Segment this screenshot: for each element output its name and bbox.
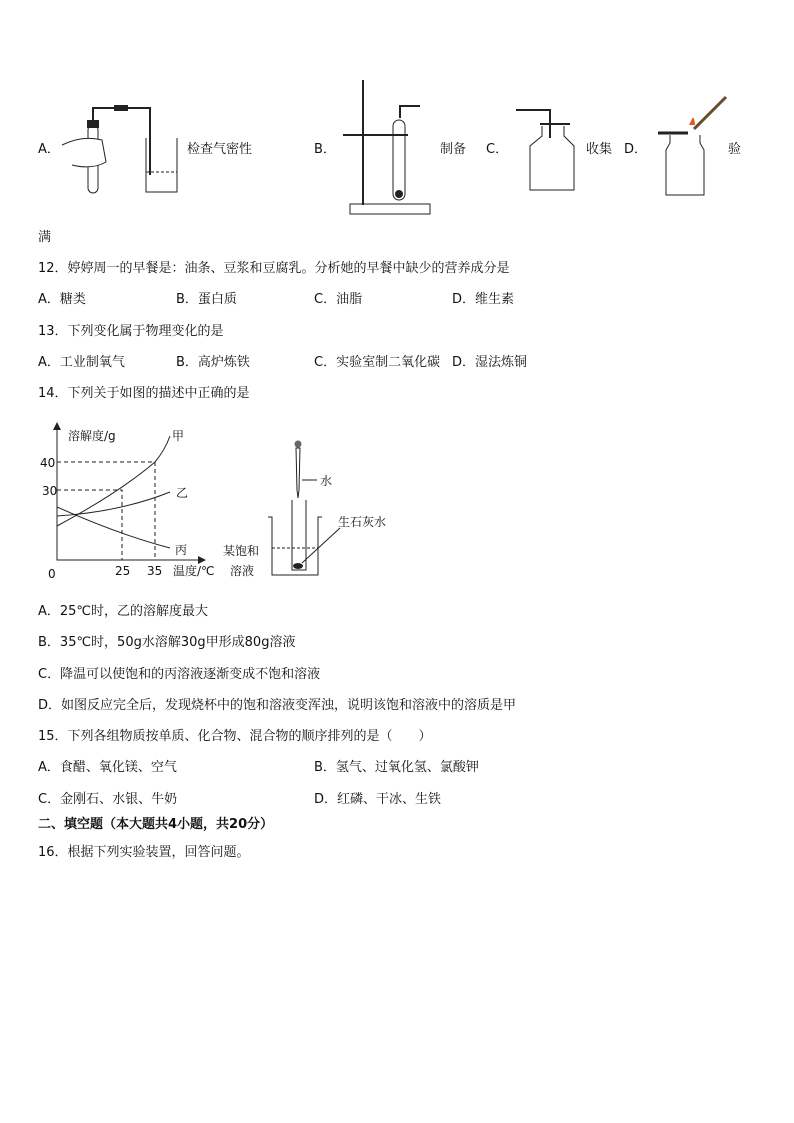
q13-stem: 13．下列变化属于物理变化的是 [38,324,224,339]
lime-water-label: 生石灰水 [338,515,387,529]
y-axis-label: 溶解度/g [68,429,116,443]
x-axis-label: 温度/℃ [173,564,215,578]
q14-option-a: A．25℃时，乙的溶解度最大 [38,604,209,619]
q11-option-c-text: 收集 [586,142,613,157]
q14-stem: 14．下列关于如图的描述中正确的是 [38,386,250,401]
q15-option-d: D．红磷、干冰、生铁 [314,792,442,807]
gas-fullness-test-figure [656,95,731,200]
q11-option-a-label: A． [38,142,60,157]
y-tick-30: 30 [42,484,58,498]
x-tick-25: 25 [115,564,131,578]
q15-stem: 15．下列各组物质按单质、化合物、混合物的顺序排列的是（ ） [38,729,432,744]
q11-option-d-label: D． [624,142,648,157]
q11-option-d-text: 验 [728,142,742,157]
q13-option-b: B．高炉炼铁 [176,355,250,370]
q13-option-a: A．工业制氧气 [38,355,125,370]
gas-collection-bottle-figure [512,108,574,193]
origin-label: 0 [48,567,56,581]
q12-option-b: B．蛋白质 [176,292,237,307]
section-heading: 二、填空题（本大题共4小题，共20分） [38,817,274,832]
solution-label-line2: 溶液 [230,564,255,578]
q13-option-c: C．实验室制二氧化碳 [314,355,441,370]
q11-option-c-label: C． [486,142,509,157]
curve-label-bing: 丙 [175,543,188,557]
airtightness-apparatus-figure [62,100,192,200]
q11-option-b-label: B． [314,142,336,157]
q14-option-c: C．降温可以使饱和的丙溶液逐渐变成不饱和溶液 [38,667,321,682]
solution-label-line1: 某饱和 [223,544,260,558]
q15-option-c: C．金刚石、水银、牛奶 [38,792,178,807]
q15-option-b: B．氢气、过氧化氢、氯酸钾 [314,760,479,775]
q12-option-a: A．糖类 [38,292,86,307]
q12-option-c: C．油脂 [314,292,363,307]
curve-label-yi: 乙 [176,486,189,500]
curve-bing [57,507,170,548]
y-tick-40: 40 [40,456,56,470]
q12-option-d: D．维生素 [452,292,515,307]
x-tick-35: 35 [147,564,163,578]
curve-label-jia: 甲 [172,429,185,443]
q15-option-a: A．食醋、氧化镁、空气 [38,760,177,775]
q11-option-a-text: 检查气密性 [187,142,253,157]
q12-stem: 12．婷婷周一的早餐是：油条、豆浆和豆腐乳。分析她的早餐中缺少的营养成分是 [38,261,510,276]
curve-jia [57,436,170,526]
gas-preparation-apparatus-figure [340,80,435,215]
solubility-curve-figure [30,420,410,590]
q11-option-b-text: 制备 [440,142,467,157]
q14-option-b: B．35℃时，50g水溶解30g甲形成80g溶液 [38,635,296,650]
water-label: 水 [320,474,333,488]
curve-yi [57,492,170,516]
q11-option-d-continuation: 满 [38,230,52,245]
q13-option-d: D．湿法炼铜 [452,355,528,370]
q14-option-d: D．如图反应完全后，发现烧杯中的饱和溶液变浑浊，说明该饱和溶液中的溶质是甲 [38,698,517,713]
q16-stem: 16．根据下列实验装置，回答问题。 [38,845,250,860]
